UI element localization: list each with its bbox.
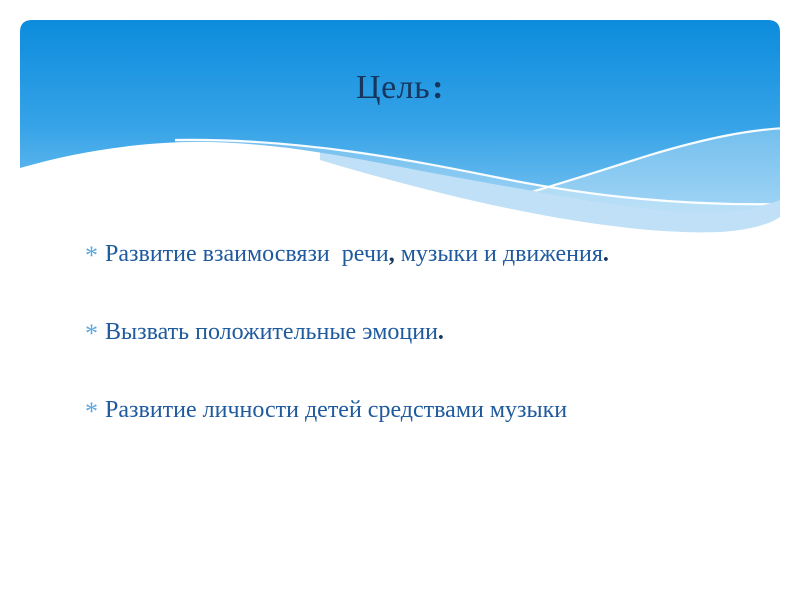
bullet-marker: * [85, 241, 98, 270]
slide-title [0, 66, 800, 110]
bullet-item [85, 238, 725, 274]
bullet-item [85, 394, 725, 430]
slide-header-graphic [20, 20, 780, 235]
bullet-list [85, 238, 725, 472]
bullet-text-emphasis: , [388, 241, 395, 267]
bullet-text-segment: Развитие личности детей средствами музыки [105, 397, 568, 423]
bullet-text-segment: Вызвать положительные эмоции [105, 319, 438, 345]
bullet-text-emphasis: . [602, 241, 609, 267]
slide-title-text: Цель [356, 69, 431, 106]
bullet-marker: * [85, 319, 98, 348]
bullet-item [85, 316, 725, 352]
bullet-text-segment: музыки и движения [394, 241, 603, 267]
bullet-text [105, 238, 609, 271]
bullet-text-emphasis: . [437, 319, 444, 345]
bullet-marker: * [85, 397, 98, 426]
bullet-text [105, 316, 444, 349]
bullet-text-segment: Развитие взаимосвязи речи [105, 241, 389, 267]
header-wave-svg [20, 20, 780, 235]
bullet-text [105, 394, 567, 427]
slide-title-colon: : [432, 69, 444, 106]
